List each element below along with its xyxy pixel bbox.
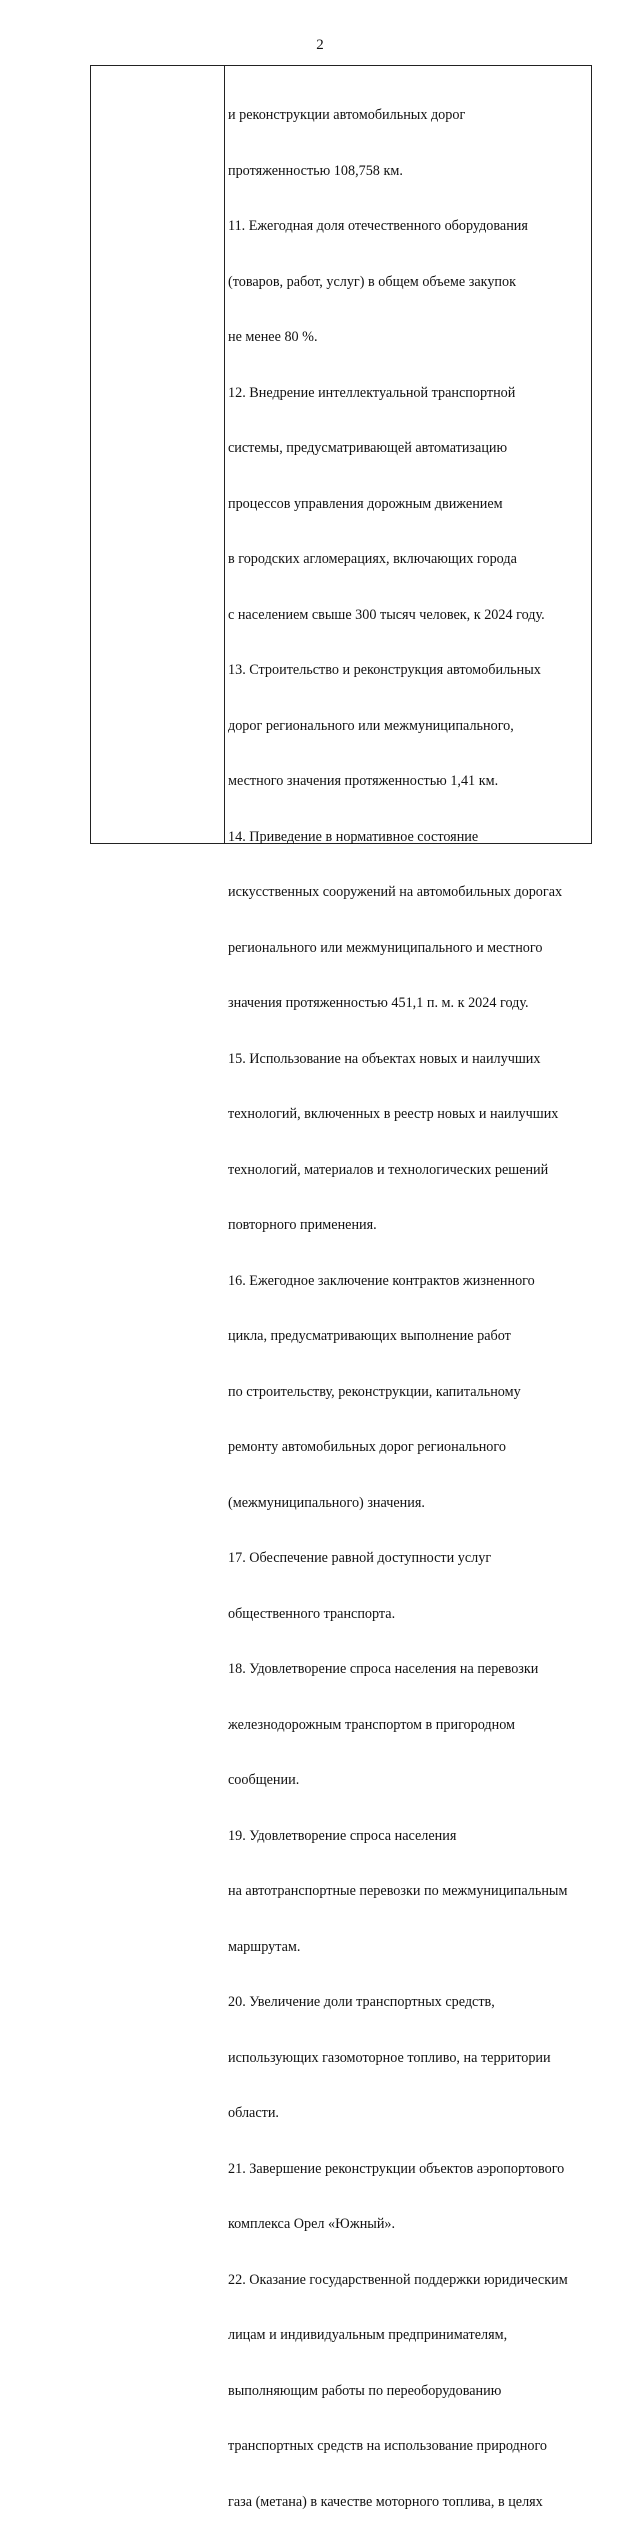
text-line: процессов управления дорожным движением [228,495,503,512]
text-line: сообщении. [228,1772,300,1788]
text-line: 13. Строительство и реконструкция автомобильных [228,662,541,678]
text-line: 16. Ежегодное заключение контрактов жизненного [228,1272,535,1289]
text-line: в городских агломерациях, включающих города [228,551,517,567]
text-line: 20. Увеличение доли транспортных средств, [228,1994,495,2010]
text-line: технологий, включенных в реестр новых и наилучших [228,1106,559,1122]
text-line: 18. Удовлетворение спроса населения на перевозки [228,1661,539,1677]
text-line: повторного применения. [228,1217,377,1233]
text-line: (межмуниципального) значения. [228,1494,425,1511]
text-line: области. [228,2105,279,2121]
text-line: 12. Внедрение интеллектуальной транспортной [228,384,516,401]
text-line: использующих газомоторное топливо, на территории [228,2049,551,2066]
text-line: цикла, предусматривающих выполнение работ [228,1328,511,1344]
text-line: 22. Оказание государственной поддержки юридическим [228,2271,568,2288]
column-divider [224,66,225,843]
text-line: 21. Завершение реконструкции объектов аэропортового [228,2160,565,2177]
table [90,65,592,2510]
text-line: с населением свыше 300 тысяч человек, к 2024 году. [228,606,545,623]
text-line: транспортных средств на использование природного [228,2438,548,2454]
text-line: системы, предусматривающей автоматизацию [228,440,508,456]
text-line: не менее 80 %. [228,329,318,345]
text-line: 17. Обеспечение равной доступности услуг [228,1550,492,1566]
text-line: искусственных сооружений на автомобильных дорогах [228,884,563,900]
text-line: значения протяженностью 451,1 п. м. к 2024 году. [228,995,529,1011]
text-line: железнодорожным транспортом в пригородном [228,1716,516,1733]
text-line: ремонту автомобильных дорог регионального [228,1439,506,1455]
text-line: газа (метана) в качестве моторного топлива, в целях [228,2493,543,2510]
text-line: маршрутам. [228,1938,301,1955]
text-line: 19. Удовлетворение спроса населения [228,1827,457,1844]
text-line: 15. Использование на объектах новых и наилучших [228,1050,541,1067]
text-line: общественного транспорта. [228,1605,396,1622]
text-line: по строительству, реконструкции, капитальному [228,1383,521,1400]
text-line: дорог регионального или межмуниципального, [228,717,514,734]
text-column [228,69,587,2548]
text-line: 11. Ежегодная доля отечественного оборудования [228,218,528,234]
text-line: (товаров, работ, услуг) в общем объеме закупок [228,273,517,290]
text-line: местного значения протяженностью 1,41 км. [228,773,499,789]
text-line: на автотранспортные перевозки по межмуниципальным [228,1883,568,1899]
text-line: 14. Приведение в нормативное состояние [228,828,479,845]
text-line: регионального или межмуниципального и местного [228,939,543,956]
text-line: выполняющим работы по переоборудованию [228,2382,502,2399]
text-line: и реконструкции автомобильных дорог [228,107,466,123]
text-line: протяженностью 108,758 км. [228,162,403,179]
text-line: лицам и индивидуальным предпринимателям, [228,2327,508,2343]
text-line: технологий, материалов и технологических решений [228,1161,549,1178]
text-line: комплекса Орел «Южный». [228,2216,396,2232]
page-number: 2 [316,37,324,53]
